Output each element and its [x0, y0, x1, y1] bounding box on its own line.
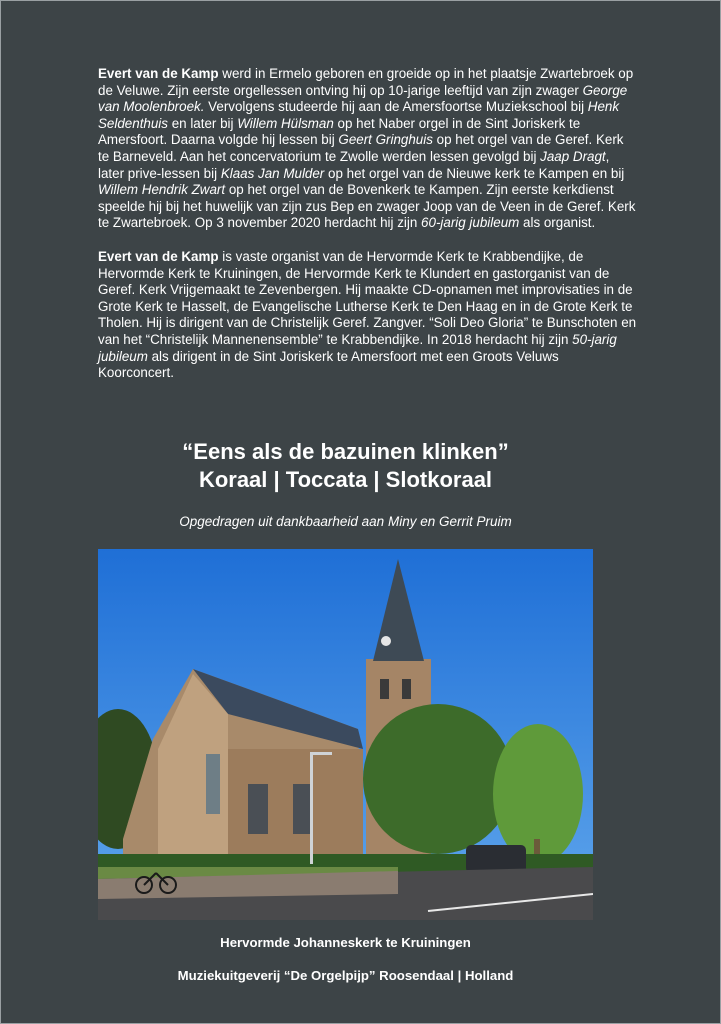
bio-emphasis: 60-jarig jubileum: [421, 215, 520, 231]
bio-name-bold: Evert van de Kamp: [98, 66, 219, 81]
bio-text-run: , later prive-lessen bij: [98, 148, 610, 181]
work-title: “Eens als de bazuinen klinken”: [182, 439, 509, 464]
bio-text-run: op het orgel van de Bovenkerk te Kampen. Zijn eerste kerkdienst speelde hij bij het huwelijk van zijn zus Bep en zwager Joop van de Veen in de Geref. Kerk te Zwartebroek. Op 3 november 2020 herdacht hij zijn: [98, 182, 636, 231]
bio-emphasis: Geert Gringhuis: [338, 132, 433, 148]
bio-text-run: als dirigent in de Sint Joriskerk te Amersfoort met een Groots Veluws Koorconcert.: [98, 348, 559, 381]
church-photo: [98, 549, 593, 920]
bio-text-run: werd in Ermelo geboren en groeide op in het plaatsje Zwartebroek op de Veluwe. Zijn eerste orgellessen ontving hij op 10-jarige leeftijd van zijn zwager: [98, 66, 634, 98]
publisher-line: Muziekuitgeverij “De Orgelpijp” Roosendaal | Holland: [177, 968, 514, 983]
bio-text-run: als organist.: [519, 215, 596, 231]
bio-text-run: Vervolgens studeerde hij aan de Amersfoortse Muziekschool bij: [204, 99, 588, 115]
dedication: Opgedragen uit dankbaarheid aan Miny en Gerrit Pruim: [179, 514, 512, 529]
biography: [98, 66, 638, 399]
bio-emphasis: Jaap Dragt: [540, 148, 606, 164]
bio-emphasis: Willem Hülsman: [237, 115, 334, 131]
bio-emphasis: 50-jarig jubileum: [98, 331, 617, 364]
bio-emphasis: George van Moolenbroek.: [98, 82, 628, 115]
bio-text-run: op het orgel van de Nieuwe kerk te Kampen en bij: [324, 165, 625, 181]
bio-text-run: en later bij: [167, 115, 238, 131]
bio-text-run: is vaste organist van de Hervormde Kerk te Krabbendijke, de Hervormde Kerk te Kruiningen, de Hervormde Kerk te Klundert en gastorganist van de Geref. Kerk Vrijgemaakt te Zevenbergen. Hij maakte CD-opnamen met improvisaties in de Grote Kerk te Hasselt, de Evangelische Lutherse Kerk te Den Haag en in de Grote Kerk te Tholen. Hij is dirigent van de Christelijk Geref. Zangver. “Soli Deo Gloria” te Bunschoten en van het “Christelijk Mannenensemble” te Krabbendijke. In 2018 herdacht hij zijn: [98, 248, 637, 347]
bio-emphasis: Klaas Jan Mulder: [220, 165, 325, 181]
work-subtitle: Koraal | Toccata | Slotkoraal: [198, 467, 493, 492]
bio-name-bold: Evert van de Kamp: [98, 248, 219, 264]
bio-emphasis: Henk Seldenthuis: [98, 99, 620, 131]
bio-emphasis: Willem Hendrik Zwart: [98, 182, 226, 198]
bio-text-run: op het Naber orgel in de Sint Joriskerk te Amersfoort. Daarna volgde hij lessen bij: [98, 115, 581, 148]
bio-paragraph-1: [98, 66, 638, 232]
photo-caption: Hervormde Johanneskerk te Kruiningen: [220, 935, 471, 950]
bio-text-run: op het orgel van de Geref. Kerk te Barneveld. Aan het concervatorium te Zwolle werden lessen gevolgd bij: [98, 132, 624, 164]
bio-paragraph-2: [98, 249, 638, 382]
